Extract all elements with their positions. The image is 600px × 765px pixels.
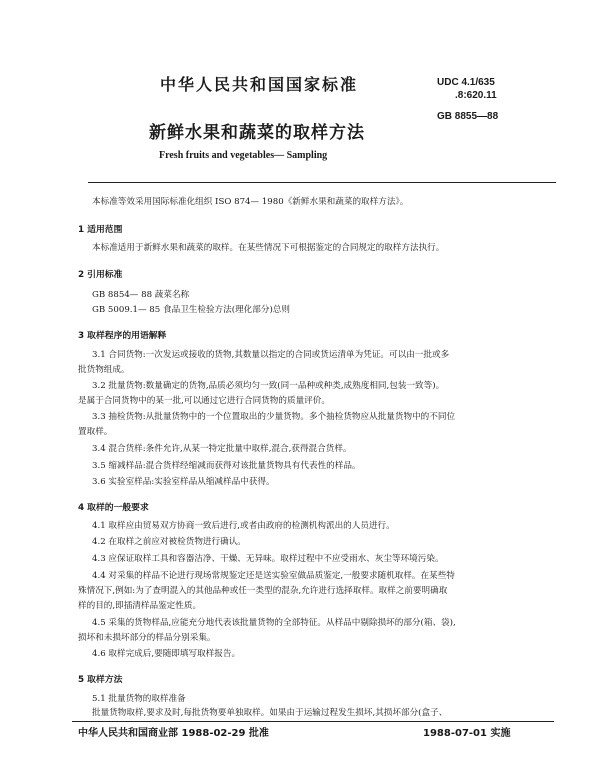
section-4-heading: 4 取样的一般要求: [78, 503, 149, 513]
item-3-6: 3.6 实验室样品:实验室样品从缩减样品中获得。: [92, 477, 275, 487]
intro-paragraph: 本标准等效采用国际标准化组织 ISO 874— 1980《新鲜水果和蔬菜的取样方法》。: [92, 197, 409, 207]
item-4-5-line2: 损坏和未损坏部分的样品分别采集。: [78, 633, 216, 643]
reference-1: GB 8854— 88 蔬菜名称: [92, 290, 190, 300]
item-3-2-line1: 3.2 批量货物:数量确定的货物,品质必须均匀一致(同一品种或种类,成熟度相同,包装一致等)。: [92, 381, 445, 391]
section-5-heading: 5 取样方法: [78, 675, 123, 685]
item-3-3-line1: 3.3 抽检货物:从批量货物中的一个位置取出的少量货物。多个抽检货物应从批量货物中的不同位: [92, 412, 456, 422]
item-4-4-line2: 殊情况下,例如:为了查明混入的其他品种或任一类型的混杂,允许进行选择取样。取样之前要明确取: [78, 586, 448, 596]
implementation-date: 1988-07-01 实施: [423, 728, 511, 739]
item-5-1-text: 批量货物取样,要求及时,每批货物要单独取样。如果由于运输过程发生损坏,其损坏部分(盒子、: [92, 708, 448, 718]
item-3-1-line2: 批货物组成。: [78, 365, 130, 375]
item-4-3: 4.3 应保证取样工具和容器洁净、干燥、无异味。取样过程中不应受雨水、灰尘等环境污染。: [92, 554, 444, 564]
item-5-1-heading: 5.1 批量货物的取样准备: [92, 694, 186, 704]
item-3-1-line1: 3.1 合同货物:一次发运或接收的货物,其数量以指定的合同或货运清单为凭证。可以由一批或多: [92, 350, 450, 360]
section-2-heading: 2 引用标准: [78, 270, 123, 280]
section-3-heading: 3 取样程序的用语解释: [78, 331, 167, 341]
item-4-5-line1: 4.5 采集的货物样品,应能充分地代表该批量货物的全部特征。从样品中剔除损坏的部分(箱、袋),: [92, 618, 456, 628]
header-divider: [88, 182, 556, 183]
footer-divider: [72, 721, 554, 722]
item-4-2: 4.2 在取样之前应对被检货物进行确认。: [92, 537, 246, 547]
item-4-6: 4.6 取样完成后,要随即填写取样报告。: [92, 649, 241, 659]
item-3-2-line2: 是属于合同货物中的某一批,可以通过它进行合同货物的质量评价。: [78, 396, 330, 406]
item-4-4-line3: 样的目的,即插清样品鉴定性质。: [78, 601, 202, 611]
udc-code-line1: UDC 4.1/635: [437, 77, 495, 88]
english-title: Fresh fruits and vegetables— Sampling: [159, 150, 328, 161]
udc-code-line2: .8:620.11: [455, 90, 497, 101]
document-title: 新鲜水果和蔬菜的取样方法: [149, 123, 365, 143]
approval-statement: 中华人民共和国商业部 1988-02-29 批准: [78, 728, 269, 739]
item-3-5: 3.5 缩减样品:混合货样经缩减而获得对该批量货物具有代表性的样品。: [92, 461, 361, 471]
reference-2: GB 5009.1— 85 食品卫生检验方法(理化部分)总则: [92, 305, 290, 315]
item-3-3-line2: 置取样。: [78, 427, 113, 437]
section-1-text: 本标准适用于新鲜水果和蔬菜的取样。在某些情况下可根据鉴定的合同规定的取样方法执行。: [92, 243, 445, 253]
section-1-heading: 1 适用范围: [78, 225, 123, 235]
item-4-1: 4.1 取样应由贸易双方协商一致后进行,或者由政府的检测机构派出的人员进行。: [92, 521, 395, 531]
standard-header-title: 中华人民共和国国家标准: [160, 75, 359, 94]
gb-number: GB 8855—88: [437, 111, 499, 122]
item-3-4: 3.4 混合货样:条件允许,从某一特定批量中取样,混合,获得混合货样。: [92, 444, 352, 454]
item-4-4-line1: 4.4 对采集的样品不论进行现场常规鉴定还是送实验室做品质鉴定,一般要求随机取样。在某些特: [92, 571, 455, 581]
